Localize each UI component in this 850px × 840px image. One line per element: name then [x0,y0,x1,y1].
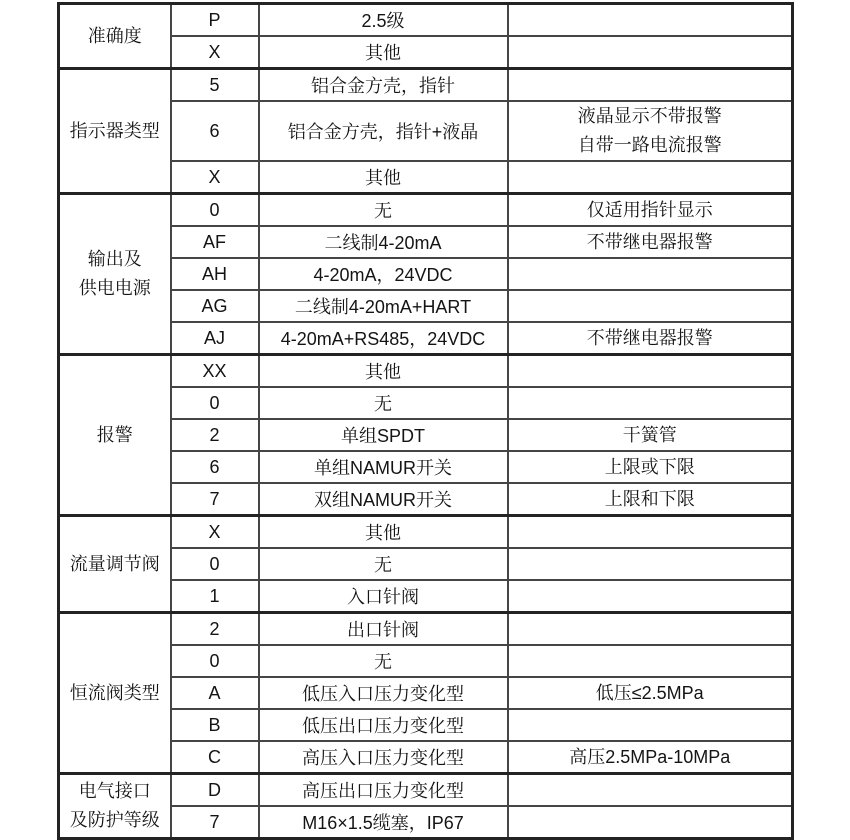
category-label: 供电电源 [78,278,151,298]
description-cell: 二线制4-20mA [259,226,508,258]
code-cell: AF [171,226,259,258]
description-cell: 无 [259,194,508,227]
code-cell: AH [171,258,259,290]
note-cell [508,806,793,839]
note-cell [508,355,793,388]
code-cell: A [171,677,259,709]
category-cell [59,4,171,69]
description-cell: 4-20mA+RS485，24VDC [259,322,508,355]
note-cell [508,451,793,483]
code-cell: P [171,4,259,37]
description-cell: 出口针阀 [259,613,508,646]
description-cell: 4-20mA，24VDC [259,258,508,290]
category-label: 流量调节阀 [69,553,160,574]
description-cell: 无 [259,387,508,419]
code-cell: 1 [171,580,259,613]
note-cell [508,580,793,613]
note-cell [508,677,793,709]
note-cell [508,741,793,774]
code-cell: AJ [171,322,259,355]
description-cell: 单组NAMUR开关 [259,451,508,483]
code-cell: 6 [171,101,259,161]
note-line: 上限和下限 [604,488,695,509]
category-label: 输出及 [87,249,142,269]
note-cell [508,161,793,194]
spec-table-body [59,4,793,839]
table-row [59,774,793,807]
table-row [59,613,793,646]
code-cell: 0 [171,645,259,677]
description-cell: 高压出口压力变化型 [259,774,508,807]
note-cell [508,36,793,69]
note-cell [508,258,793,290]
code-cell: D [171,774,259,807]
note-cell [508,226,793,258]
table-row [59,69,793,102]
code-cell: 2 [171,419,259,451]
table-row [59,4,793,37]
description-cell: 低压入口压力变化型 [259,677,508,709]
description-cell: 其他 [259,36,508,69]
code-cell: C [171,741,259,774]
category-cell [59,774,171,839]
category-cell [59,194,171,355]
category-cell [59,355,171,516]
category-label: 电气接口 [78,781,151,801]
note-cell [508,613,793,646]
description-cell: 无 [259,548,508,580]
table-row [59,516,793,549]
category-label: 报警 [96,424,133,445]
note-line: 上限或下限 [604,456,695,477]
code-cell: X [171,161,259,194]
code-cell: 5 [171,69,259,102]
note-cell [508,4,793,37]
description-cell: 入口针阀 [259,580,508,613]
note-line: 不带继电器报警 [586,231,713,252]
note-cell [508,645,793,677]
description-cell: 铝合金方壳，指针 [259,69,508,102]
note-line: 仅适用指针显示 [586,199,713,220]
code-cell: B [171,709,259,741]
note-cell [508,101,793,161]
note-line: 低压≤2.5MPa [595,682,704,703]
product-ordering-spec-table [57,2,794,840]
code-cell: 0 [171,387,259,419]
code-cell: XX [171,355,259,388]
code-cell: 7 [171,806,259,839]
description-cell: 单组SPDT [259,419,508,451]
note-line: 自带一路电流报警 [577,135,722,155]
description-cell: 其他 [259,355,508,388]
code-cell: 7 [171,483,259,516]
note-cell [508,194,793,227]
table-row [59,355,793,388]
code-cell: 0 [171,548,259,580]
note-cell [508,387,793,419]
description-cell: 2.5级 [259,4,508,37]
note-cell [508,483,793,516]
category-cell [59,516,171,613]
description-cell: 高压入口压力变化型 [259,741,508,774]
note-cell [508,69,793,102]
category-label: 恒流阀类型 [69,682,160,703]
description-cell: 二线制4-20mA+HART [259,290,508,322]
note-cell [508,548,793,580]
note-line: 干簧管 [622,424,677,445]
code-cell: X [171,516,259,549]
note-cell [508,709,793,741]
description-cell: M16×1.5缆塞，IP67 [259,806,508,839]
code-cell: 0 [171,194,259,227]
category-cell [59,69,171,194]
description-cell: 低压出口压力变化型 [259,709,508,741]
description-cell: 铝合金方壳，指针+液晶 [259,101,508,161]
note-line: 液晶显示不带报警 [577,106,722,126]
note-cell [508,774,793,807]
note-cell [508,322,793,355]
description-cell: 其他 [259,516,508,549]
category-label: 及防护等级 [69,810,160,830]
code-cell: AG [171,290,259,322]
note-cell [508,516,793,549]
description-cell: 双组NAMUR开关 [259,483,508,516]
code-cell: X [171,36,259,69]
note-cell [508,290,793,322]
note-line: 高压2.5MPa-10MPa [569,746,731,767]
category-label: 指示器类型 [69,120,160,141]
description-cell: 其他 [259,161,508,194]
note-line: 不带继电器报警 [586,327,713,348]
table-row [59,194,793,227]
category-cell [59,613,171,774]
note-cell [508,419,793,451]
description-cell: 无 [259,645,508,677]
code-cell: 2 [171,613,259,646]
code-cell: 6 [171,451,259,483]
category-label: 准确度 [87,25,142,46]
